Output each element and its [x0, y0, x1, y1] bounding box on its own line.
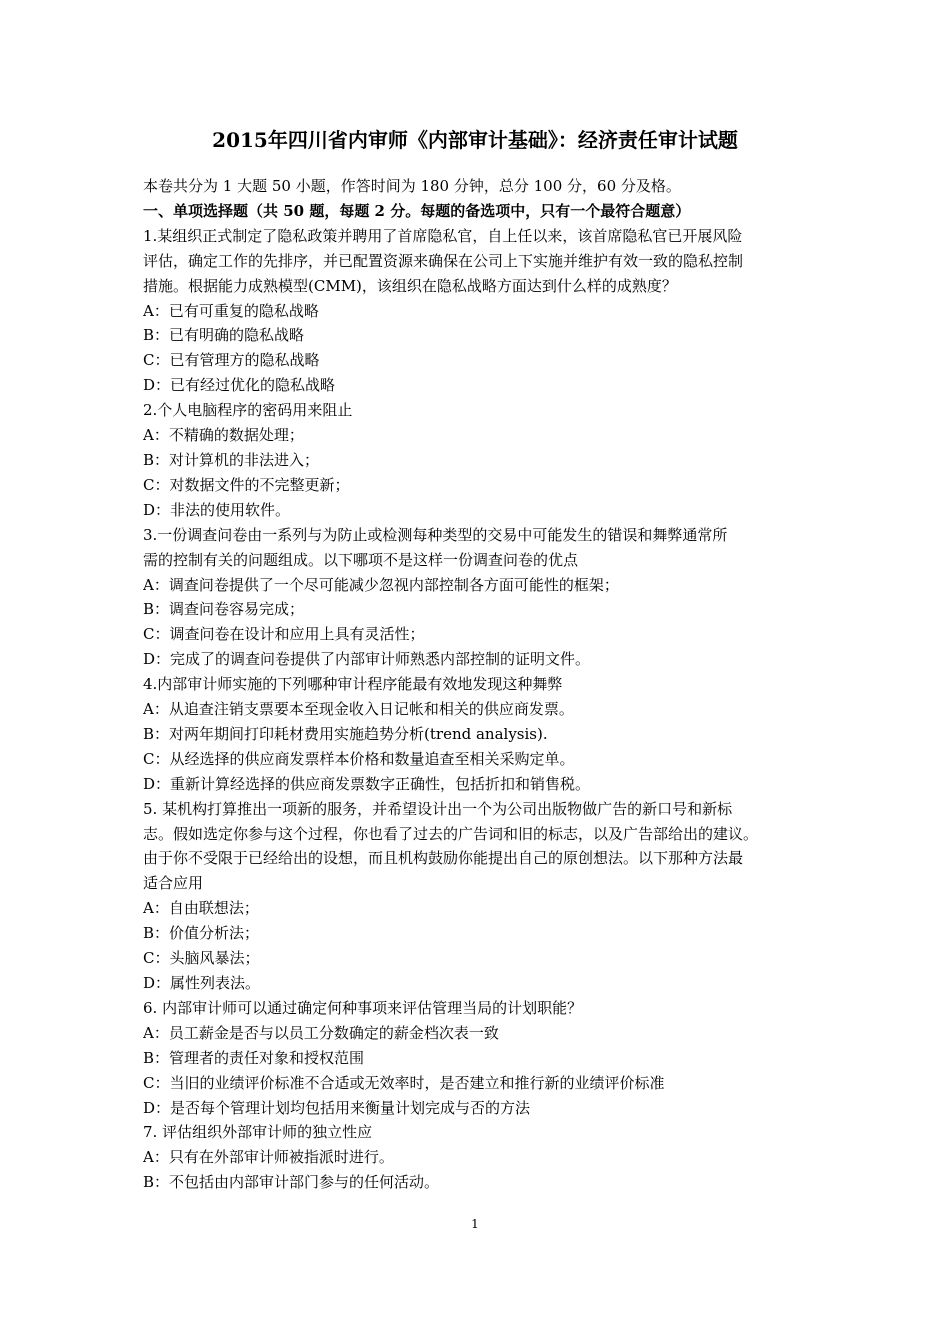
- option-c: C：已有管理方的隐私战略: [143, 351, 320, 370]
- question-stem-line: 1.某组织正式制定了隐私政策并聘用了首席隐私官，自上任以来，该首席隐私官已开展风险: [143, 226, 743, 245]
- page-number: 1: [471, 1217, 479, 1231]
- option-b: B：管理者的责任对象和授权范围: [143, 1048, 365, 1067]
- question-5: [143, 797, 813, 996]
- option-b: B：不包括由内部审计部门参与的任何活动。: [143, 1173, 440, 1192]
- question-2: [143, 398, 813, 523]
- question-stem-line: 措施。根据能力成熟模型(CMM)，该组织在隐私战略方面达到什么样的成熟度？: [143, 276, 677, 295]
- option-a: A：只有在外部审计师被指派时进行。: [143, 1148, 394, 1167]
- question-4: [143, 672, 813, 797]
- option-c: C：调查问卷在设计和应用上具有灵活性；: [143, 625, 425, 644]
- option-b: B：价值分析法；: [143, 924, 260, 943]
- question-stem-line: 由于你不受限于已经给出的设想，而且机构鼓励你能提出自己的原创想法。以下那种方法最: [143, 849, 744, 868]
- question-stem-line: 2.个人电脑程序的密码用来阻止: [143, 401, 353, 420]
- question-stem-line: 6. 内部审计师可以通过确定何种事项来评估管理当局的计划职能？: [143, 998, 583, 1017]
- option-c: C：从经选择的供应商发票样本价格和数量追查至相关采购定单。: [143, 749, 575, 768]
- option-b: B：对计算机的非法进入；: [143, 450, 320, 469]
- option-d: D：已有经过优化的隐私战略: [143, 376, 336, 395]
- document-body: [143, 174, 813, 1195]
- option-b: B：对两年期间打印耗材费用实施趋势分析(trend analysis).: [143, 724, 548, 743]
- option-d: D：重新计算经选择的供应商发票数字正确性，包括折扣和销售税。: [143, 774, 591, 793]
- question-stem-line: 4.内部审计师实施的下列哪种审计程序能最有效地发现这种舞弊: [143, 675, 563, 694]
- option-a: A：员工薪金是否与以员工分数确定的薪金档次表一致: [143, 1023, 499, 1042]
- option-d: D：是否每个管理计划均包括用来衡量计划完成与否的方法: [143, 1098, 531, 1117]
- question-stem-line: 需的控制有关的问题组成。以下哪项不是这样一份调查问卷的优点: [143, 550, 579, 569]
- option-d: D：属性列表法。: [143, 974, 261, 992]
- option-c: C：对数据文件的不完整更新；: [143, 475, 350, 494]
- option-c: C：当旧的业绩评价标准不合适或无效率时，是否建立和推行新的业绩评价标准: [143, 1073, 665, 1092]
- question-3: [143, 523, 813, 672]
- question-1: [143, 224, 813, 398]
- question-stem-line: 5. 某机构打算推出一项新的服务，并希望设计出一个为公司出版物做广告的新口号和新标: [143, 799, 733, 818]
- section-heading: 一、单项选择题（共 50 题，每题 2 分。每题的备选项中，只有一个最符合题意）: [143, 201, 691, 220]
- option-d: D：非法的使用软件。: [143, 500, 291, 519]
- option-b: B：已有明确的隐私战略: [143, 326, 305, 345]
- document-title: 2015年四川省内审师《内部审计基础》：经济责任审计试题: [212, 128, 738, 152]
- intro-text: 本卷共分为 1 大题 50 小题，作答时间为 180 分钟，总分 100 分，60 分及格。: [143, 177, 681, 195]
- option-b: B：调查问卷容易完成；: [143, 600, 305, 619]
- question-7: [143, 1120, 813, 1195]
- option-a: A：从追查注销支票要本至现金收入日记帐和相关的供应商发票。: [143, 700, 574, 719]
- question-stem-line: 志。假如选定你参与这个过程，你也看了过去的广告词和旧的标志，以及广告部给出的建议。: [143, 824, 759, 843]
- question-stem-line: 适合应用: [143, 874, 204, 893]
- option-c: C：头脑风暴法；: [143, 949, 260, 968]
- option-a: A：自由联想法；: [143, 899, 259, 918]
- question-stem-line: 7. 评估组织外部审计师的独立性应: [143, 1123, 373, 1142]
- question-stem-line: 3.一份调查问卷由一系列与为防止或检测每种类型的交易中可能发生的错误和舞弊通常所: [143, 525, 728, 544]
- option-a: A：不精确的数据处理；: [143, 426, 304, 445]
- question-6: [143, 996, 813, 1121]
- option-a: A：已有可重复的隐私战略: [143, 301, 319, 320]
- option-d: D：完成了的调查问卷提供了内部审计师熟悉内部控制的证明文件。: [143, 650, 591, 669]
- option-a: A：调查问卷提供了一个尽可能减少忽视内部控制各方面可能性的框架；: [143, 575, 619, 594]
- question-stem-line: 评估，确定工作的先排序，并已配置资源来确保在公司上下实施并维护有效一致的隐私控制: [143, 251, 744, 270]
